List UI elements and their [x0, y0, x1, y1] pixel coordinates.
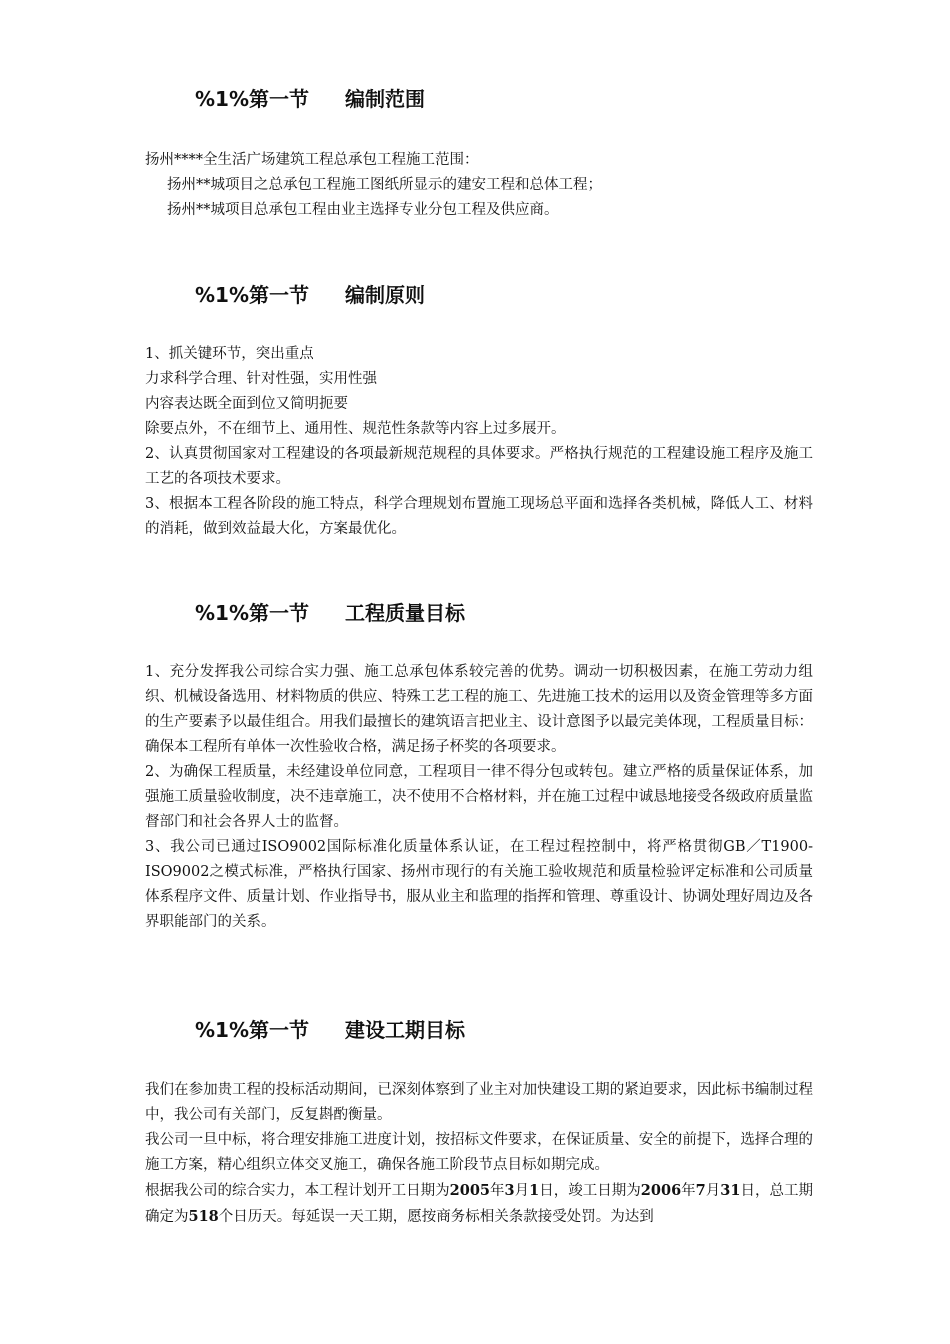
section-title: 建设工期目标	[345, 1018, 465, 1042]
start-year: 2005	[449, 1182, 491, 1199]
section-title: 编制原则	[345, 283, 425, 307]
end-month: 7	[695, 1182, 706, 1199]
start-day: 1	[529, 1182, 540, 1199]
schedule-text: 年	[681, 1183, 696, 1199]
section-body	[145, 660, 813, 935]
end-year: 2006	[640, 1182, 682, 1199]
section-body	[145, 342, 813, 542]
paragraph: 3、根据本工程各阶段的施工特点，科学合理规划布置施工现场总平面和选择各类机械，降低人工、材料的消耗，做到效益最大化，方案最优化。	[145, 496, 813, 537]
paragraph: 2、为确保工程质量，未经建设单位同意，工程项目一律不得分包或转包。建立严格的质量保证体系，加强施工质量验收制度，决不违章施工，决不使用不合格材料，并在施工过程中诚恳地接受各级政府质量监督部门和社会各界人士的监督。	[145, 764, 813, 830]
schedule-text: 日，竣工日期为	[539, 1183, 641, 1199]
paragraph: 内容表达既全面到位又简明扼要	[145, 396, 348, 412]
section-body	[145, 1078, 813, 1230]
paragraph: 我们在参加贵工程的投标活动期间，已深刻体察到了业主对加快建设工期的紧迫要求，因此标书编制过程中，我公司有关部门，反复斟酌衡量。	[145, 1082, 813, 1123]
section-number: %1%第一节	[195, 601, 309, 625]
paragraph: 扬州**城项目总承包工程由业主选择专业分包工程及供应商。	[167, 202, 559, 218]
schedule-text: 月	[705, 1183, 721, 1199]
total-days: 518	[188, 1208, 219, 1225]
section-heading	[195, 600, 465, 626]
section-heading	[195, 1017, 465, 1043]
paragraph: 3、我公司已通过ISO9002国际标准化质量体系认证，在工程过程控制中，将严格贯彻GB／T1900-ISO9002之模式标准，严格执行国家、扬州市现行的有关施工验收规范和质量检验评定标准和公司质量体系程序文件、质量计划、作业指导书，服从业主和监理的指挥和管理、尊重设计、协调处理好周边及各界职能部门的关系。	[145, 839, 813, 930]
start-month: 3	[504, 1182, 515, 1199]
section-body	[145, 148, 813, 223]
paragraph: 扬州**城项目之总承包工程施工图纸所显示的建安工程和总体工程；	[167, 177, 602, 193]
end-day: 31	[720, 1182, 741, 1199]
schedule-text: 日，总工期确定为	[145, 1183, 814, 1225]
schedule-text: 年	[490, 1183, 505, 1199]
section-title: 工程质量目标	[345, 601, 465, 625]
section-heading	[195, 282, 425, 308]
paragraph: 2、认真贯彻国家对工程建设的各项最新规范规程的具体要求。严格执行规范的工程建设施工程序及施工工艺的各项技术要求。	[145, 446, 813, 487]
section-number: %1%第一节	[195, 1018, 309, 1042]
paragraph: 扬州****全生活广场建筑工程总承包工程施工范围：	[145, 152, 479, 168]
section-number: %1%第一节	[195, 87, 309, 111]
paragraph: 我公司一旦中标，将合理安排施工进度计划，按招标文件要求，在保证质量、安全的前提下，选择合理的施工方案，精心组织立体交叉施工，确保各施工阶段节点目标如期完成。	[145, 1132, 813, 1173]
paragraph: 1、充分发挥我公司综合实力强、施工总承包体系较完善的优势。调动一切积极因素，在施工劳动力组织、机械设备选用、材料物质的供应、特殊工艺工程的施工、先进施工技术的运用以及资金管理等多方面的生产要素予以最佳组合。用我们最擅长的建筑语言把业主、设计意图予以最完美体现，工程质量目标：确保本工程所有单体一次性验收合格，满足扬子杯奖的各项要求。	[145, 664, 813, 755]
section-title: 编制范围	[345, 87, 425, 111]
section-heading	[195, 86, 425, 112]
paragraph: 除要点外，不在细节上、通用性、规范性条款等内容上过多展开。	[145, 421, 566, 437]
section-number: %1%第一节	[195, 283, 309, 307]
paragraph: 1、抓关键环节，突出重点	[145, 346, 314, 362]
paragraph: 力求科学合理、针对性强，实用性强	[145, 371, 377, 387]
schedule-text: 月	[514, 1183, 530, 1199]
schedule-paragraph	[145, 1178, 813, 1230]
schedule-text: 根据我公司的综合实力，本工程计划开工日期为	[145, 1183, 450, 1199]
schedule-text: 个日历天。每延误一天工期，愿按商务标相关条款接受处罚。为达到	[218, 1209, 654, 1225]
